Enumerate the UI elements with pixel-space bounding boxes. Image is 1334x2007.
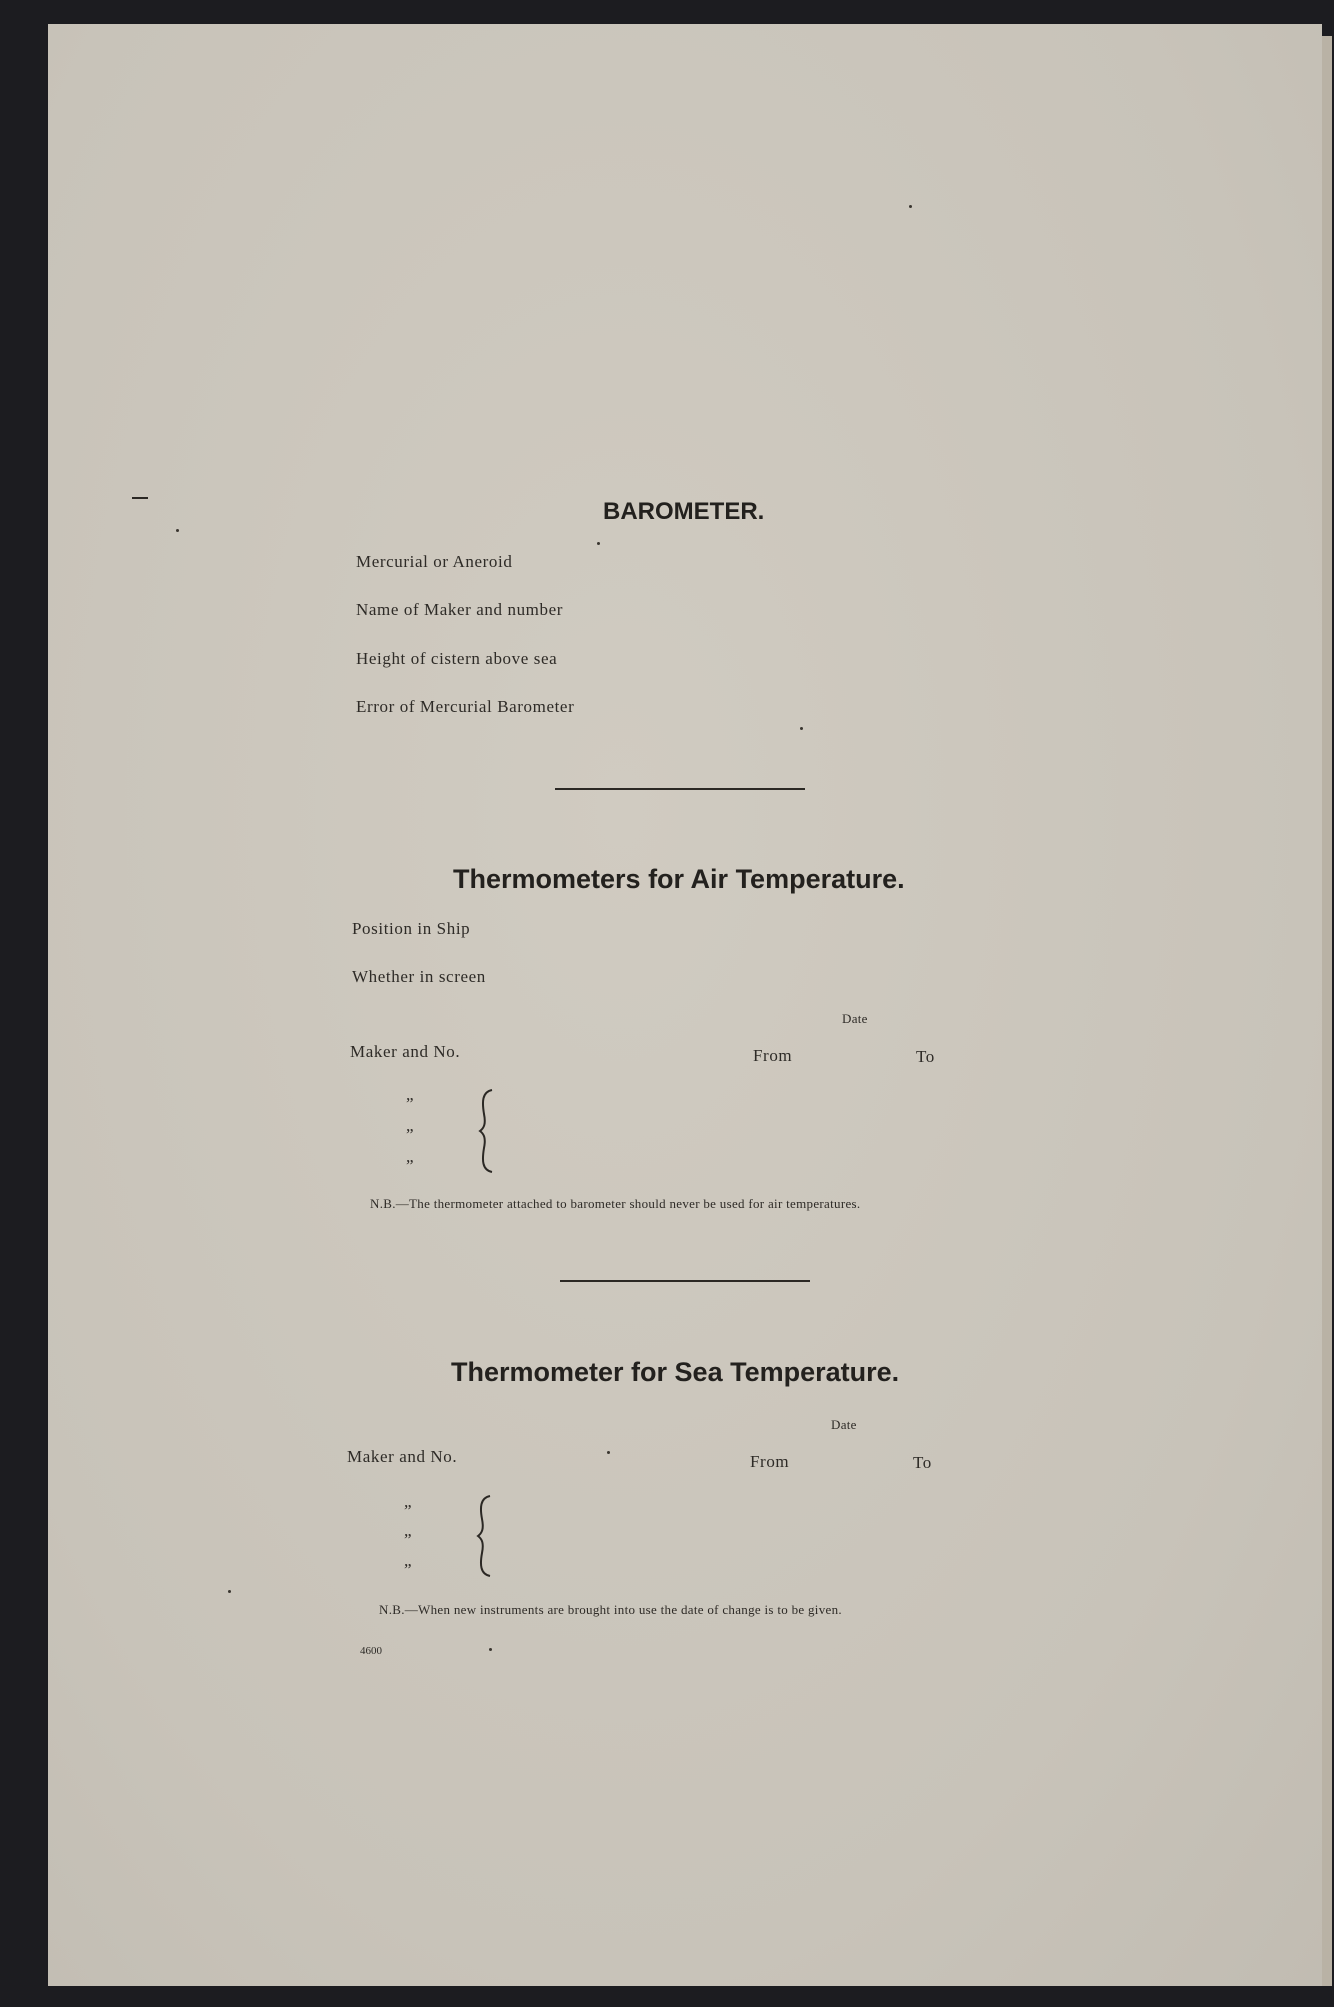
ditto-mark: ” [404,1560,413,1579]
air-date-label: Date [842,1011,868,1026]
ditto-mark: ” [404,1530,413,1549]
field-maker-and-number: Name of Maker and number [356,600,563,619]
brace-icon [476,1088,498,1174]
sea-date-label: Date [831,1417,857,1432]
air-note: N.B.—The thermometer attached to barometer should never be used for air temperatures. [370,1196,861,1211]
sea-section-title: Thermometer for Sea Temperature. [451,1357,900,1387]
page-edge [1322,36,1332,1986]
section-divider [560,1280,810,1282]
stray-mark [132,497,148,499]
sea-note: N.B.—When new instruments are brought into use the date of change is to be given. [379,1602,842,1617]
barometer-title: BAROMETER. [603,498,765,525]
form-number: 4600 [360,1645,382,1657]
air-to-label: To [916,1047,935,1066]
air-section-title: Thermometers for Air Temperature. [453,864,905,894]
ditto-mark: ” [406,1156,415,1175]
speck [800,727,803,730]
field-mercurial-or-aneroid: Mercurial or Aneroid [356,552,513,571]
air-from-label: From [753,1046,793,1065]
speck [489,1648,492,1651]
speck [909,205,912,208]
section-divider [555,788,805,790]
field-cistern-height: Height of cistern above sea [356,649,558,668]
ditto-mark: ” [404,1501,413,1520]
form-page [48,24,1322,1986]
sea-from-label: From [750,1452,790,1471]
field-whether-in-screen: Whether in screen [352,967,486,986]
sea-to-label: To [913,1453,932,1472]
air-maker-label: Maker and No. [350,1042,461,1061]
speck [607,1451,610,1454]
brace-icon [474,1494,496,1578]
speck [228,1590,231,1593]
sea-maker-label: Maker and No. [347,1447,458,1466]
speck [597,542,600,545]
ditto-mark: ” [406,1094,415,1113]
field-position-in-ship: Position in Ship [352,919,471,938]
ditto-mark: ” [406,1125,415,1144]
speck [176,529,179,532]
field-barometer-error: Error of Mercurial Barometer [356,697,575,716]
